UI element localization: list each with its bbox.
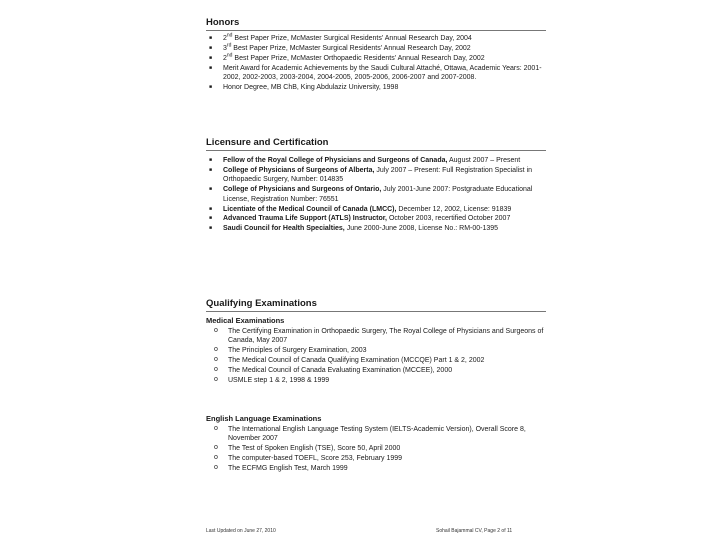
licensure-section: [206, 137, 546, 234]
footer-page-number: Sohail Bajammal CV, Page 2 of 11: [436, 528, 513, 534]
english-exams-section: [206, 414, 546, 474]
licensure-list: [206, 156, 546, 234]
english-exams-heading: English Language Examinations: [206, 414, 322, 423]
honors-heading: Honors: [206, 17, 546, 31]
medical-exams-heading: Medical Examinations: [206, 316, 285, 325]
exam-item: o The ECFMG English Test, March 1999: [206, 464, 546, 473]
footer-last-updated: Last Updated on June 27, 2010: [206, 528, 276, 534]
honor-item: ■ 2nd Best Paper Prize, McMaster Orthopaedic Residents' Annual Research Day, 2002: [206, 54, 546, 63]
exam-item: o The Medical Council of Canada Evaluating Examination (MCCEE), 2000: [206, 366, 546, 375]
honors-list: [206, 34, 546, 92]
license-item: ■ Advanced Trauma Life Support (ATLS) Instructor, October 2003, recertified October 2007: [206, 214, 546, 223]
honors-section: [206, 17, 546, 92]
exam-item: o The Certifying Examination in Orthopaedic Surgery, The Royal College of Physicians and Surgeons of Canada, May 2007: [206, 327, 546, 346]
exam-item: o The Medical Council of Canada Qualifying Examination (MCCQE) Part 1 & 2, 2002: [206, 356, 546, 365]
exam-item: o The Test of Spoken English (TSE), Score 50, April 2000: [206, 444, 546, 453]
medical-exams-list: [206, 327, 546, 385]
license-item: ■ Licentiate of the Medical Council of Canada (LMCC), December 12, 2002, License: 91839: [206, 205, 546, 214]
license-item: ■ College of Physicians of Surgeons of Alberta, July 2007 – Present: Full Registration Specialist in Orthopaedic Surgery, Number: 014835: [206, 166, 546, 185]
exam-item: o USMLE step 1 & 2, 1998 & 1999: [206, 376, 546, 385]
license-item: ■ Fellow of the Royal College of Physicians and Surgeons of Canada, August 2007 – Present: [206, 156, 546, 165]
exams-heading: Qualifying Examinations: [206, 298, 546, 312]
license-item: ■ Saudi Council for Health Specialties, June 2000-June 2008, License No.: RM-00-1395: [206, 224, 546, 233]
licensure-heading: Licensure and Certification: [206, 137, 546, 151]
exams-section: [206, 298, 546, 385]
honor-item: ■ 3rd Best Paper Prize, McMaster Surgical Residents' Annual Research Day, 2002: [206, 44, 546, 53]
license-item: ■ College of Physicians and Surgeons of Ontario, July 2001-June 2007: Postgraduate Educational License, Registration Number: 76551: [206, 185, 546, 204]
english-exams-list: [206, 425, 546, 474]
exam-item: o The Principles of Surgery Examination, 2003: [206, 346, 546, 355]
honor-item: ■ Merit Award for Academic Achievements by the Saudi Cultural Attaché, Ottawa, Academic Years: 2001-2002, 2002-2003, 2003-2004, 2004-2005, 2005-2006, 2006-2007 and 2007-2008.: [206, 64, 546, 83]
exam-item: o The International English Language Testing System (IELTS-Academic Version), Overall Score 8, November 2007: [206, 425, 546, 444]
honor-item: ■ 2nd Best Paper Prize, McMaster Surgical Residents' Annual Research Day, 2004: [206, 34, 546, 43]
exam-item: o The computer-based TOEFL, Score 253, February 1999: [206, 454, 546, 463]
honor-item: ■ Honor Degree, MB ChB, King Abdulaziz University, 1998: [206, 83, 546, 92]
